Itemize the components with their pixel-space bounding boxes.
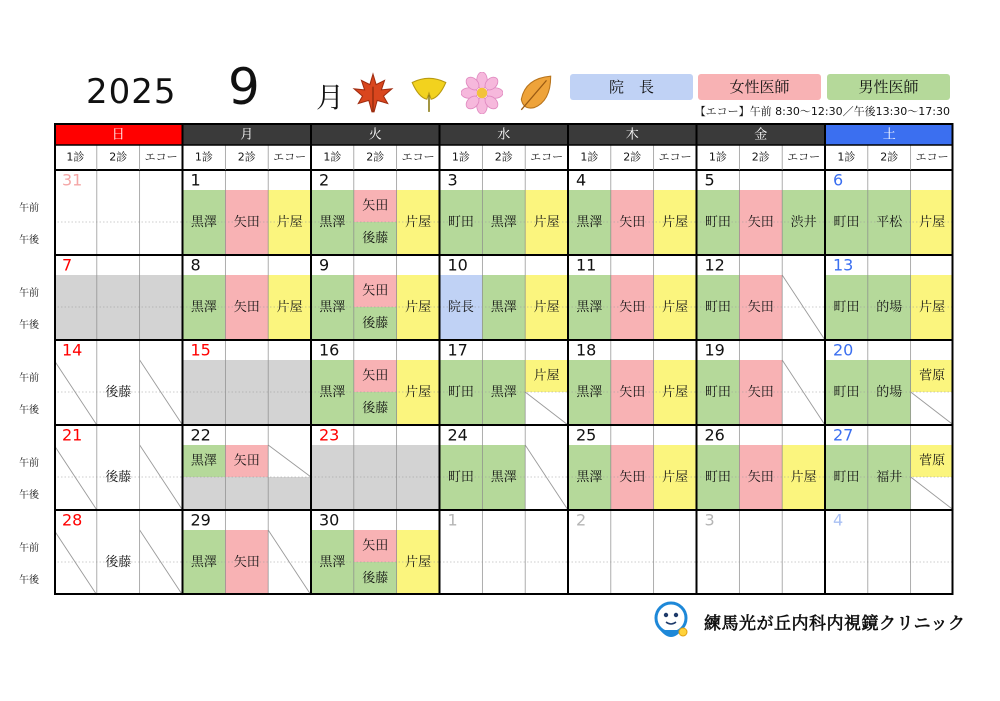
doctor-name: 黒澤 (319, 555, 346, 570)
unavailable-slot (140, 530, 183, 595)
doctor-name: 町田 (704, 300, 731, 315)
doctor-name: 黒澤 (576, 300, 603, 315)
legend-director-label: 院 長 (608, 78, 654, 96)
doctor-name: 町田 (833, 215, 860, 230)
doctor-name: 黒澤 (319, 215, 346, 230)
closed-day-fill (54, 275, 183, 340)
date-number: 17 (447, 340, 468, 360)
doctor-name: 黒澤 (190, 555, 217, 570)
date-number: 4 (576, 170, 587, 190)
unavailable-slot (140, 360, 183, 425)
doctor-name-pm: 後藤 (362, 401, 389, 416)
day-header-label-6: 土 (882, 127, 896, 143)
date-number: 2 (576, 510, 587, 530)
pm-label: 午後 (19, 235, 39, 246)
doctor-name-am: 矢田 (233, 453, 260, 469)
doctor-name: 矢田 (619, 300, 646, 315)
pm-label: 午後 (19, 405, 39, 416)
legend-male-label: 男性医師 (858, 78, 919, 96)
date-number: 18 (576, 340, 597, 360)
date-number: 22 (190, 425, 211, 445)
doctor-name: 片屋 (405, 555, 432, 570)
pm-label: 午後 (19, 320, 39, 331)
doctor-name: 片屋 (533, 300, 560, 315)
date-number: 26 (704, 425, 725, 445)
doctor-name: 片屋 (276, 215, 303, 230)
subcolumn-label: 1診 (580, 150, 599, 164)
doctor-name: 黒澤 (490, 215, 517, 230)
doctor-name: 黒澤 (490, 300, 517, 315)
subcolumn-label: エコー (273, 150, 307, 164)
echo-name-am: 菅原 (919, 453, 946, 469)
calendar-month: 9 (228, 58, 260, 116)
doctor-name-am: 矢田 (362, 538, 389, 554)
unavailable-slot (140, 445, 183, 510)
day-header-label-5: 金 (754, 127, 768, 143)
day-header-label-1: 月 (240, 127, 254, 143)
pm-label: 午後 (19, 575, 39, 586)
doctor-name: 町田 (704, 470, 731, 485)
doctor-name: 福井 (876, 470, 903, 485)
pm-label: 午後 (19, 490, 39, 501)
subcolumn-label: エコー (915, 150, 949, 164)
date-number: 23 (319, 425, 340, 445)
ginkgo-leaf-icon (408, 72, 450, 114)
subcolumn-label: 1診 (323, 150, 342, 164)
doctor-name: 黒澤 (490, 470, 517, 485)
date-number: 7 (62, 255, 73, 275)
subcolumn-label: エコー (658, 150, 692, 164)
doctor-name: 片屋 (662, 300, 689, 315)
am-label: 午前 (19, 203, 39, 214)
doctor-name: 片屋 (405, 385, 432, 400)
date-number: 5 (704, 170, 715, 190)
legend-male-doctor (827, 74, 950, 100)
doctor-name: 黒澤 (319, 300, 346, 315)
day-header-label-0: 日 (111, 127, 125, 143)
doctor-name: 片屋 (662, 470, 689, 485)
subcolumn-label: 1診 (451, 150, 470, 164)
unavailable-slot (782, 360, 825, 425)
legend-female-doctor (698, 74, 821, 100)
date-number: 31 (62, 170, 83, 190)
doctor-name-am: 黒澤 (190, 453, 217, 469)
date-number: 10 (447, 255, 468, 275)
doctor-name: 片屋 (662, 385, 689, 400)
doctor-name: 矢田 (233, 300, 260, 315)
doctor-name: 町田 (704, 215, 731, 230)
am-label: 午前 (19, 288, 39, 299)
doctor-name-pm: 後藤 (362, 571, 389, 586)
date-number: 6 (833, 170, 844, 190)
am-label: 午前 (19, 543, 39, 554)
date-number: 9 (319, 255, 330, 275)
subcolumn-label: エコー (144, 150, 178, 164)
unavailable-slot (268, 445, 311, 477)
doctor-name: 矢田 (747, 215, 774, 230)
doctor-name: 町田 (447, 385, 474, 400)
clinic-name: 練馬光が丘内科内視鏡クリニック (704, 614, 966, 634)
day-header-label-3: 水 (497, 127, 511, 143)
doctor-name: 片屋 (276, 300, 303, 315)
doctor-name: 黒澤 (576, 215, 603, 230)
subcolumn-label: 1診 (194, 150, 213, 164)
unavailable-slot (54, 360, 97, 425)
doctor-name: 矢田 (619, 385, 646, 400)
date-number: 3 (447, 170, 458, 190)
date-number: 12 (704, 255, 725, 275)
doctor-name: 矢田 (619, 215, 646, 230)
subcolumn-label: エコー (530, 150, 564, 164)
date-number: 21 (62, 425, 83, 445)
date-number: 2 (319, 170, 330, 190)
doctor-name: 町田 (833, 470, 860, 485)
subcolumn-label: 2診 (623, 150, 642, 164)
subcolumn-label: 1診 (708, 150, 727, 164)
schedule-calendar (54, 123, 954, 599)
doctor-name: 町田 (447, 215, 474, 230)
date-number: 1 (190, 170, 201, 190)
subcolumn-label: エコー (787, 150, 821, 164)
doctor-name: 町田 (833, 385, 860, 400)
doctor-name: 黒澤 (319, 385, 346, 400)
doctor-name: 片屋 (919, 300, 946, 315)
doctor-name: 片屋 (405, 300, 432, 315)
day-header-label-4: 木 (625, 127, 639, 143)
closed-day-fill (183, 360, 312, 425)
doctor-name: 的場 (876, 385, 903, 400)
date-number: 29 (190, 510, 211, 530)
doctor-name: 黒澤 (490, 385, 517, 400)
date-number: 14 (62, 340, 83, 360)
calendar-year: 2025 (86, 72, 177, 112)
doctor-name: 片屋 (533, 215, 560, 230)
unavailable-slot (782, 275, 825, 340)
doctor-name: 黒澤 (190, 215, 217, 230)
doctor-name-pm: 後藤 (362, 316, 389, 331)
unavailable-slot (525, 392, 568, 425)
closed-afternoon-fill (183, 477, 312, 510)
legend-female-label: 女性医師 (729, 78, 790, 96)
cosmos-flower-icon (461, 72, 503, 114)
doctor-name: 矢田 (233, 215, 260, 230)
doctor-name: 矢田 (747, 385, 774, 400)
doctor-name: 後藤 (105, 385, 132, 400)
doctor-name: 黒澤 (576, 470, 603, 485)
unavailable-slot (54, 445, 97, 510)
doctor-name-am: 矢田 (362, 368, 389, 384)
subcolumn-label: 2診 (751, 150, 770, 164)
autumn-leaf-icon (515, 72, 557, 114)
doctor-name: 平松 (876, 215, 903, 230)
date-number: 11 (576, 255, 597, 275)
date-number: 25 (576, 425, 597, 445)
date-number: 4 (833, 510, 844, 530)
subcolumn-label: エコー (401, 150, 435, 164)
doctor-name: 片屋 (662, 215, 689, 230)
doctor-name-am: 矢田 (362, 283, 389, 299)
echo-hours-note: 【エコー】午前 8:30〜12:30／午後13:30〜17:30 (694, 105, 950, 118)
doctor-name: 後藤 (105, 470, 132, 485)
date-number: 16 (319, 340, 340, 360)
am-label: 午前 (19, 458, 39, 469)
subcolumn-label: 1診 (66, 150, 85, 164)
doctor-name: 片屋 (405, 215, 432, 230)
date-number: 8 (190, 255, 201, 275)
doctor-name: 町田 (833, 300, 860, 315)
doctor-name: 町田 (447, 470, 474, 485)
date-number: 1 (447, 510, 458, 530)
doctor-name: 矢田 (233, 555, 260, 570)
doctor-name: 的場 (876, 300, 903, 315)
doctor-name-am: 矢田 (362, 198, 389, 214)
doctor-name: 片屋 (919, 215, 946, 230)
subcolumn-label: 2診 (880, 150, 899, 164)
date-number: 19 (704, 340, 725, 360)
date-number: 24 (447, 425, 468, 445)
day-header-label-2: 火 (368, 127, 382, 143)
doctor-name: 黒澤 (576, 385, 603, 400)
maple-leaf-icon (352, 72, 394, 114)
unavailable-slot (525, 445, 568, 510)
date-number: 3 (704, 510, 715, 530)
date-number: 13 (833, 255, 854, 275)
date-number: 28 (62, 510, 83, 530)
unavailable-slot (268, 530, 311, 595)
month-suffix: 月 (316, 81, 345, 114)
doctor-name: 黒澤 (190, 300, 217, 315)
date-number: 15 (190, 340, 211, 360)
unavailable-slot (911, 392, 954, 425)
doctor-name: 矢田 (747, 300, 774, 315)
doctor-name: 後藤 (105, 555, 132, 570)
doctor-name: 片屋 (790, 470, 817, 485)
echo-name-am: 片屋 (533, 368, 560, 384)
legend-director (570, 74, 693, 100)
date-number: 20 (833, 340, 854, 360)
doctor-name: 町田 (704, 385, 731, 400)
echo-name-am: 菅原 (919, 368, 946, 384)
subcolumn-label: 2診 (366, 150, 385, 164)
closed-day-fill (311, 445, 440, 510)
unavailable-slot (54, 530, 97, 595)
clinic-mascot-logo (650, 600, 692, 642)
am-label: 午前 (19, 373, 39, 384)
subcolumn-label: 2診 (494, 150, 513, 164)
doctor-name: 院長 (447, 300, 474, 315)
doctor-name-pm: 後藤 (362, 231, 389, 246)
doctor-name: 矢田 (619, 470, 646, 485)
unavailable-slot (911, 477, 954, 510)
date-number: 27 (833, 425, 854, 445)
doctor-name: 渋井 (790, 215, 817, 230)
date-number: 30 (319, 510, 340, 530)
subcolumn-label: 2診 (109, 150, 128, 164)
subcolumn-label: 1診 (837, 150, 856, 164)
subcolumn-label: 2診 (237, 150, 256, 164)
doctor-name: 矢田 (747, 470, 774, 485)
